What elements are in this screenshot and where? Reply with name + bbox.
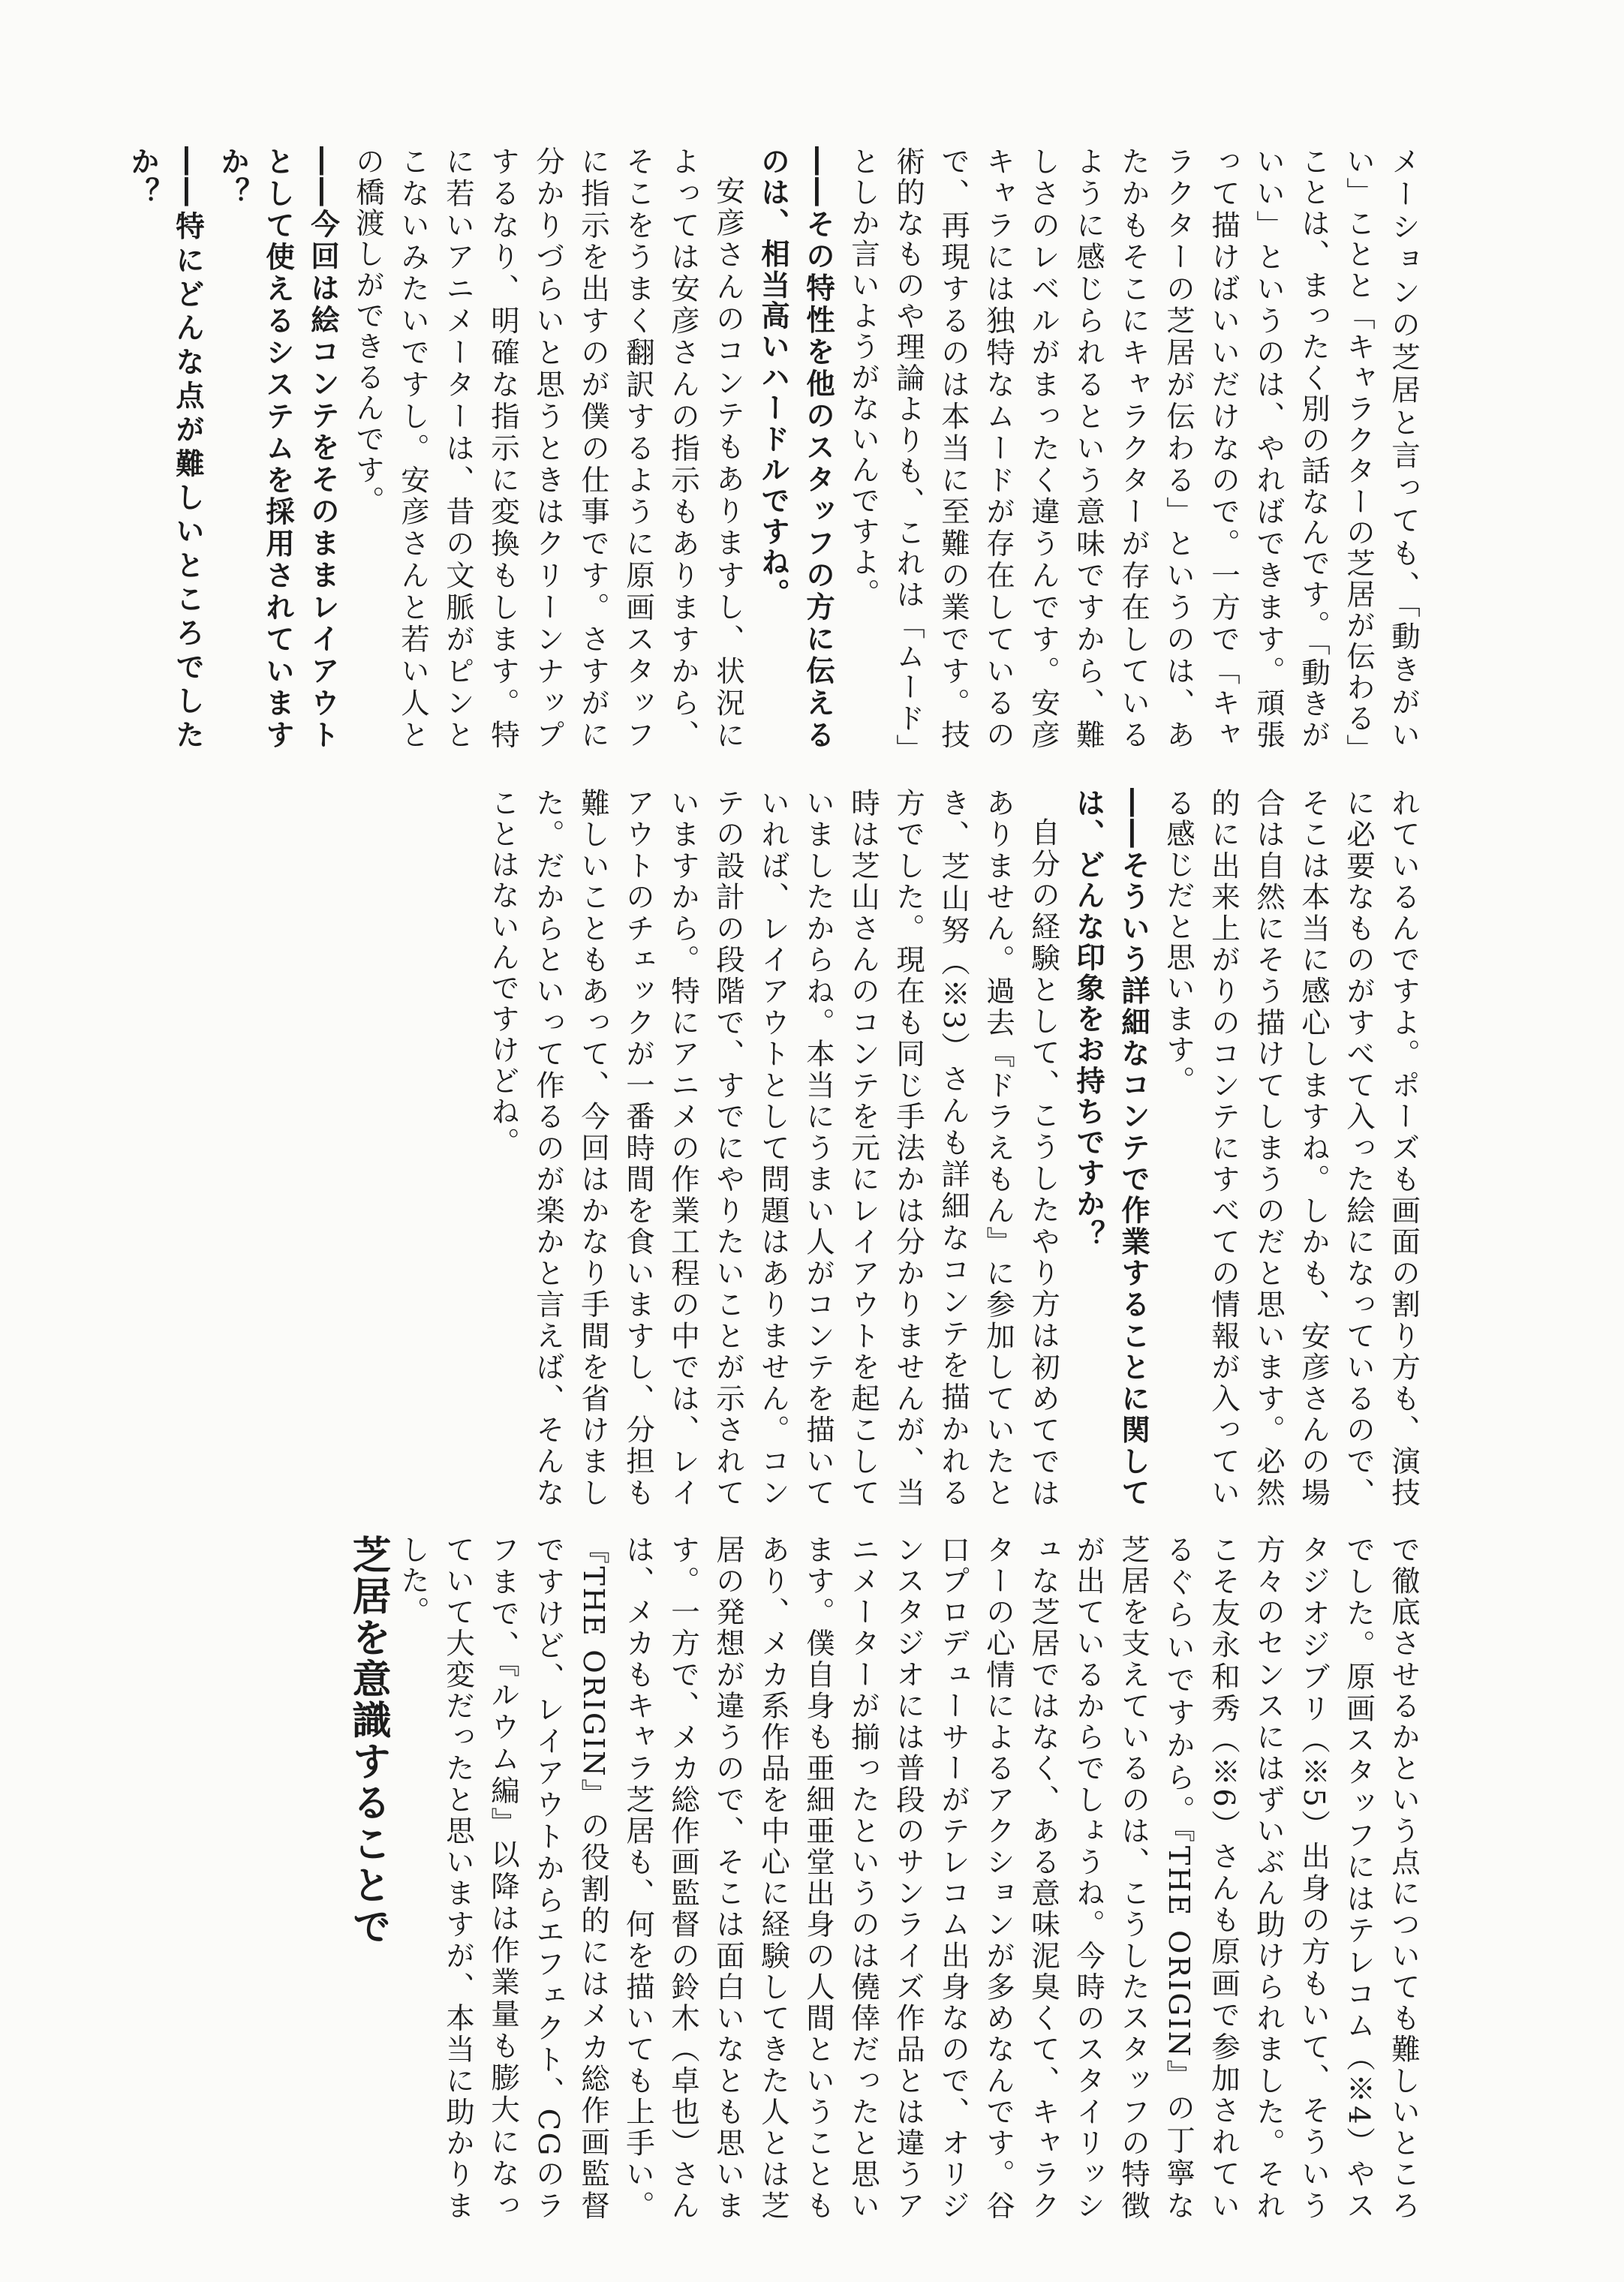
answer-paragraph: メーションの芝居と言っても、「動きがいい」ことと「キャラクターの芝居が伝わる」ことは、まったく別の話なんです。「動きがいい」というのは、やればできます。頑張って描けばいいだけなので。一方で「キャラクターの芝居が伝わる」というのは、あたかもそこにキャラクターが存在しているように感じられるという意味ですから、難しさのレベルがまったく違うんです。安彦キャラには独特なムードが存在しているので、再現するのは本当に至難の業です。技術的なものや理論よりも、これは「ムード」としか言いようがないんですよ。 — [847, 146, 1421, 750]
interview-question: ――その特性を他のスタッフの方に伝えるのは、相当高いハードルですね。 — [756, 146, 835, 750]
interview-question: ――そういう詳細なコンテで作業することに関しては、どんな印象をお持ちですか？ — [1072, 788, 1150, 1508]
text-band-bottom — [30, 1535, 1426, 2221]
interview-question: ――今回は絵コンテをそのままレイアウトとして使えるシステムを採用されていますか？ — [216, 146, 340, 750]
interview-question: ――特にどんな点が難しいところでしたか？ — [126, 146, 205, 750]
answer-paragraph: れているんですよ。ポーズも画面の割り方も、演技に必要なものがすべて入った絵になっているので、そこは本当に感心しますね。しかも、安彦さんの場合は自然にそう描けてしまうのだと思います。必然的に出来上がりのコンテにすべての情報が入っている感じだと思います。 — [1162, 788, 1421, 1508]
section-heading: 芝居を意識することで — [345, 1535, 390, 1947]
text-band-middle — [30, 788, 1426, 1508]
answer-paragraph: 安彦さんのコンテもありますし、状況によっては安彦さんの指示もありますから、そこをうまく翻訳するように原画スタッフに指示を出すのが僕の仕事です。さすがに分かりづらいと思うときはクリーンナップするなり、明確な指示に変換もします。特に若いアニメーターは、昔の文脈がピンとこないみたいですし。安彦さんと若い人との橋渡しができるんです。 — [351, 146, 745, 750]
text-band-top — [30, 146, 1426, 750]
answer-paragraph: 自分の経験として、こうしたやり方は初めてではありません。過去『ドラえもん』に参加していたとき、芝山努（※3）さんも詳細なコンテを描かれる方でした。現在も同じ手法かは分かりませんが、当時は芝山さんのコンテを元にレイアウトを起こしていましたからね。本当にうまい人がコンテを描いていれば、レイアウトとして問題はありません。コンテの設計の段階で、すでにやりたいことが示されていますから。特にアニメの作業工程の中では、レイアウトのチェックが一番時間を食いますし、分担も難しいこともあって、今回はかなり手間を省けました。だからといって作るのが楽かと言えば、そんなことはないんですけどね。 — [486, 788, 1060, 1508]
answer-paragraph: で徹底させるかという点についても難しいところでした。原画スタッフにはテレコム（※4）やスタジオジブリ（※5）出身の方もいて、そういう方々のセンスにはずいぶん助けられました。それこそ友永和秀（※6）さんも原画で参加されているぐらいですから。『THE ORIGIN』の丁寧な芝居を支えているのは、こうしたスタッフの特徴が出ているからでしょうね。今時のスタイリッシュな芝居ではなく、ある意味泥臭くて、キャラクターの心情によるアクションが多めなんです。谷口プロデューサーがテレコム出身なので、オリジンスタジオには普段のサンライズ作品とは違うアニメーターが揃ったというのは僥倖だったと思います。僕自身も亜細亜堂出身の人間ということもあり、メカ系作品を中心に経験してきた人とは芝居の発想が違うので、そこは面白いなとも思います。一方で、メカ総作画監督の鈴木（卓也）さんは、メカもキャラ芝居も、何を描いても上手い。『THE ORIGIN』の役割的にはメカ総作画監督ですけど、レイアウトからエフェクト、CGのラフまで、『ルウム編』以降は作業量も膨大になっていて大変だったと思いますが、本当に助かりました。 — [396, 1535, 1421, 2221]
